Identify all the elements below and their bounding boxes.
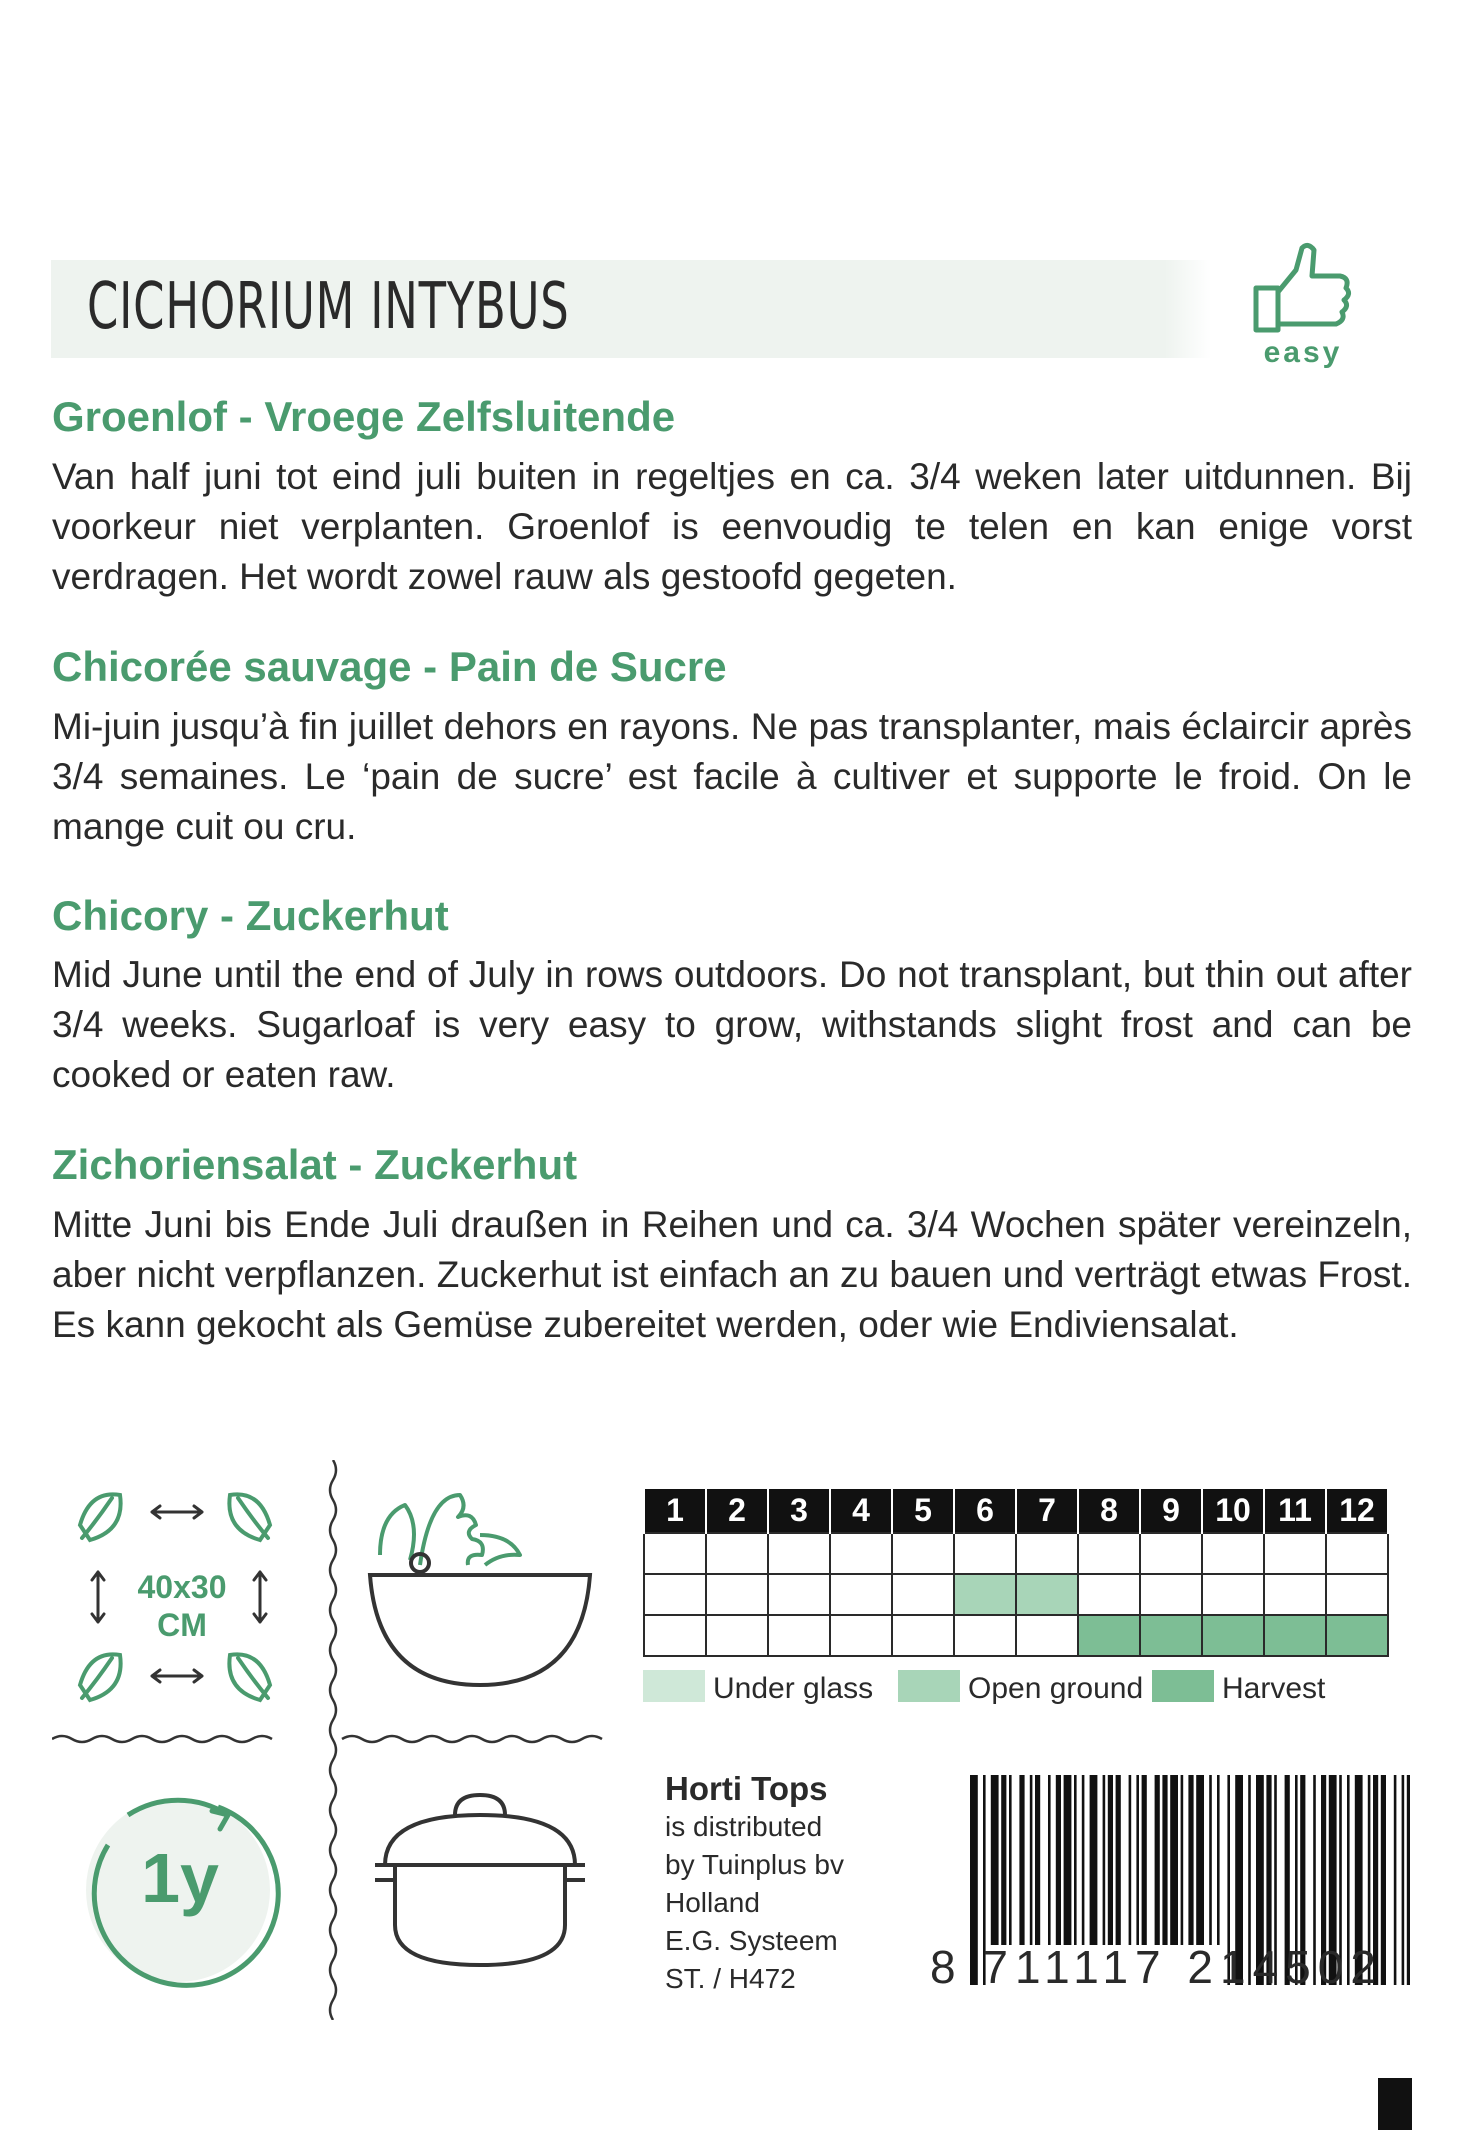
legend-swatch-harvest	[1152, 1670, 1214, 1702]
month-header: 6	[954, 1489, 1016, 1533]
legend-label-open-ground: Open ground	[968, 1672, 1144, 1705]
calendar-cell	[768, 1615, 830, 1656]
corner-mark	[1378, 2078, 1412, 2130]
calendar-cell	[892, 1574, 954, 1615]
calendar-cell	[1016, 1533, 1078, 1574]
calendar-cell	[644, 1533, 706, 1574]
wavy-divider-horizontal	[52, 1732, 612, 1746]
sowing-calendar	[643, 1489, 1389, 1657]
month-header: 4	[830, 1489, 892, 1533]
distributor-info	[665, 1770, 905, 1998]
calendar-cell	[1326, 1574, 1388, 1615]
calendar-months	[644, 1489, 1388, 1533]
section-title-nl: Groenlof - Vroege Zelfsluitende	[52, 393, 676, 440]
calendar-cell	[1078, 1574, 1140, 1615]
calendar-cell	[830, 1533, 892, 1574]
calendar-cell	[1202, 1533, 1264, 1574]
legend-label-harvest: Harvest	[1222, 1672, 1326, 1705]
calendar-cell	[892, 1533, 954, 1574]
calendar-cell	[1264, 1533, 1326, 1574]
calendar-cell	[706, 1574, 768, 1615]
calendar-cell	[830, 1615, 892, 1656]
distributor-line: ST. / H472	[665, 1963, 796, 1994]
spacing-label	[112, 1568, 252, 1644]
calendar-cell	[1078, 1533, 1140, 1574]
distributor-line: E.G. Systeem	[665, 1925, 838, 1956]
legend-swatch-under-glass	[643, 1670, 705, 1702]
distributor-line: by Tuinplus bv	[665, 1849, 844, 1880]
distributor-line: Holland	[665, 1887, 760, 1918]
calendar-cell	[954, 1615, 1016, 1656]
section-body-en: Mid June until the end of July in rows outdoors. Do not transplant, but thin out after 3/4 weeks. Sugarloaf is very easy to grow, withstands slight frost and can be cooked or eaten raw.	[52, 954, 1412, 1095]
section-title-de: Zichoriensalat - Zuckerhut	[52, 1141, 578, 1188]
calendar-cell	[706, 1533, 768, 1574]
calendar-cell	[768, 1533, 830, 1574]
calendar-row	[644, 1574, 1388, 1615]
legend-swatch-open-ground	[898, 1670, 960, 1702]
calendar-cell	[644, 1615, 706, 1656]
month-header: 8	[1078, 1489, 1140, 1533]
calendar-cell	[830, 1574, 892, 1615]
easy-label: easy	[1263, 336, 1343, 369]
calendar-cell	[1264, 1615, 1326, 1656]
barcode-digits: 8 711117 214502	[930, 1941, 1383, 1993]
calendar-cell	[1202, 1615, 1264, 1656]
spacing-value: 40x30	[137, 1569, 227, 1605]
calendar-cell	[892, 1615, 954, 1656]
brand-name: Horti Tops	[665, 1770, 828, 1807]
cooking-pot-icon	[365, 1785, 595, 1985]
section-title-en: Chicory - Zuckerhut	[52, 892, 449, 939]
month-header: 2	[706, 1489, 768, 1533]
calendar-cell	[954, 1533, 1016, 1574]
month-header: 7	[1016, 1489, 1078, 1533]
calendar-cell	[1140, 1533, 1202, 1574]
calendar-row	[644, 1615, 1388, 1656]
calendar-cell	[1326, 1615, 1388, 1656]
month-header: 10	[1202, 1489, 1264, 1533]
calendar-cell	[644, 1574, 706, 1615]
section-title-fr: Chicorée sauvage - Pain de Sucre	[52, 643, 727, 690]
distributor-line: is distributed	[665, 1811, 823, 1842]
calendar-cell	[1140, 1615, 1202, 1656]
calendar-cell	[1202, 1574, 1264, 1615]
cycle-label: 1y	[141, 1839, 219, 1917]
month-header: 9	[1140, 1489, 1202, 1533]
month-header: 5	[892, 1489, 954, 1533]
calendar-cell	[954, 1574, 1016, 1615]
calendar-cell	[1078, 1615, 1140, 1656]
easy-badge	[1250, 240, 1360, 370]
section-body-de: Mitte Juni bis Ende Juli draußen in Reihen und ca. 3/4 Wochen später vereinzeln, aber nicht verpflanzen. Zuckerhut ist einfach an zu bauen und verträgt etwas Frost. Es kann gekocht als Gemüse zubereitet werden, oder wie Endiviensalat.	[52, 1204, 1412, 1345]
thumbs-up-icon	[1250, 240, 1356, 340]
calendar-cell	[1140, 1574, 1202, 1615]
spacing-unit: CM	[157, 1607, 207, 1643]
calendar-cell	[1326, 1533, 1388, 1574]
section-body-nl: Van half juni tot eind juli buiten in regeltjes en ca. 3/4 weken later uitdunnen. Bij voorkeur niet verplanten. Groenlof is eenvoudig te telen en kan enige vorst verdragen. Het wordt zowel rauw als gestoofd gegeten.	[52, 456, 1412, 597]
month-header: 12	[1326, 1489, 1388, 1533]
section-body-fr: Mi-juin jusqu’à fin juillet dehors en rayons. Ne pas transplanter, mais éclaircir après 3/4 semaines. Le ‘pain de sucre’ est facile à cultiver et supporte le froid. On le mange cuit ou cru.	[52, 706, 1412, 847]
calendar-cell	[1016, 1615, 1078, 1656]
title-band	[51, 260, 1211, 358]
salad-bowl-icon	[360, 1475, 600, 1715]
calendar-cell	[1264, 1574, 1326, 1615]
calendar-cell	[1016, 1574, 1078, 1615]
month-header: 1	[644, 1489, 706, 1533]
calendar-row	[644, 1533, 1388, 1574]
month-header: 11	[1264, 1489, 1326, 1533]
legend-label-under-glass: Under glass	[713, 1672, 874, 1705]
calendar-cell	[706, 1615, 768, 1656]
species-title: CICHORIUM INTYBUS	[87, 270, 570, 344]
month-header: 3	[768, 1489, 830, 1533]
calendar-cell	[768, 1574, 830, 1615]
